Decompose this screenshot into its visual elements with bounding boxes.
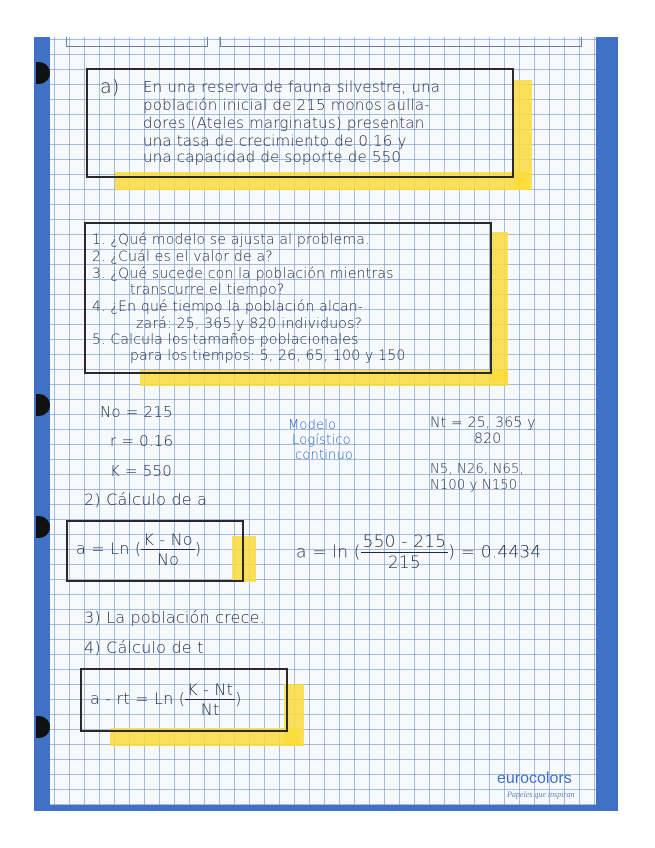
step4-heading: 4) Cálculo de t: [84, 638, 204, 657]
formula-t: [90, 680, 242, 719]
header-field-left: [66, 37, 208, 47]
fraction: [361, 532, 449, 573]
fraction: [141, 530, 194, 569]
notebook-left-edge: [34, 37, 50, 809]
calc-a-result: = 0.4434: [460, 542, 542, 563]
brand-tagline: Papeles que inspiran: [507, 790, 575, 799]
header-field-right: [220, 37, 582, 47]
calc-a-close: ): [448, 542, 456, 563]
question-line: transcurre el tiempo?: [130, 282, 285, 298]
question-line: para los tiempos: 5, 26, 65, 100 y 150: [130, 348, 406, 364]
question-line: 1. ¿Qué modelo se ajusta al problema.: [92, 232, 370, 248]
fraction-denominator: No: [156, 550, 180, 569]
step3-text: 3) La población crece.: [84, 608, 265, 627]
targets-line: 820: [474, 431, 502, 447]
question-line: 3. ¿Qué sucede con la población mientras: [92, 266, 394, 282]
notebook-bottom-edge: [34, 805, 618, 811]
problem-line: una tasa de crecimiento de 0.16 y: [143, 132, 407, 150]
model-note-line: continuo.: [295, 448, 358, 463]
problem-line: dores (Ateles marginatus) presentan: [143, 114, 425, 132]
formula-t-close: ): [235, 689, 242, 708]
calc-a-lhs: a = ln (: [296, 542, 361, 563]
fraction-denominator: Nt: [200, 700, 220, 719]
fraction-numerator: K - Nt: [187, 680, 234, 699]
step2-heading: 2) Cálculo de a: [84, 490, 208, 509]
problem-line: En una reserva de fauna silvestre, una: [143, 78, 441, 96]
given-k: K = 550: [110, 462, 172, 480]
formula-a: [76, 530, 201, 569]
given-r: r = 0.16: [110, 432, 174, 450]
question-line: 5. Calcula los tamaños poblacionales: [92, 332, 359, 348]
targets-line: Nt = 25, 365 y: [430, 415, 536, 431]
question-line: zará: 25, 365 y 820 individuos?: [136, 316, 363, 332]
highlight: [490, 232, 508, 382]
fraction-numerator: K - No: [143, 530, 193, 549]
formula-a-close: ): [194, 539, 202, 558]
formula-t-lhs: a - rt = Ln (: [90, 689, 186, 708]
targets-line: N5, N26, N65,: [430, 462, 524, 477]
fraction-numerator: 550 - 215: [362, 532, 447, 552]
question-line: 4. ¿En qué tiempo la población alcan-: [92, 299, 364, 315]
question-line: 2. ¿Cuál es el valor de a?: [92, 249, 273, 265]
calc-a: [296, 532, 541, 573]
brand-logo: eurocolors: [497, 770, 572, 787]
targets-line: N100 y N150: [430, 478, 518, 493]
notebook-right-edge: [596, 37, 618, 809]
formula-a-lhs: a = Ln (: [76, 539, 142, 558]
fraction: [185, 680, 235, 719]
problem-line: población inicial de 215 monos aulla-: [143, 96, 430, 114]
problem-line: una capacidad de soporte de 550: [143, 148, 402, 166]
model-note-line: Logístico: [292, 433, 351, 448]
fraction-denominator: 215: [387, 553, 421, 573]
problem-label: a): [100, 76, 120, 98]
given-no: No = 215: [100, 403, 173, 421]
model-note-line: Modelo: [288, 418, 337, 433]
highlight: [514, 80, 532, 190]
